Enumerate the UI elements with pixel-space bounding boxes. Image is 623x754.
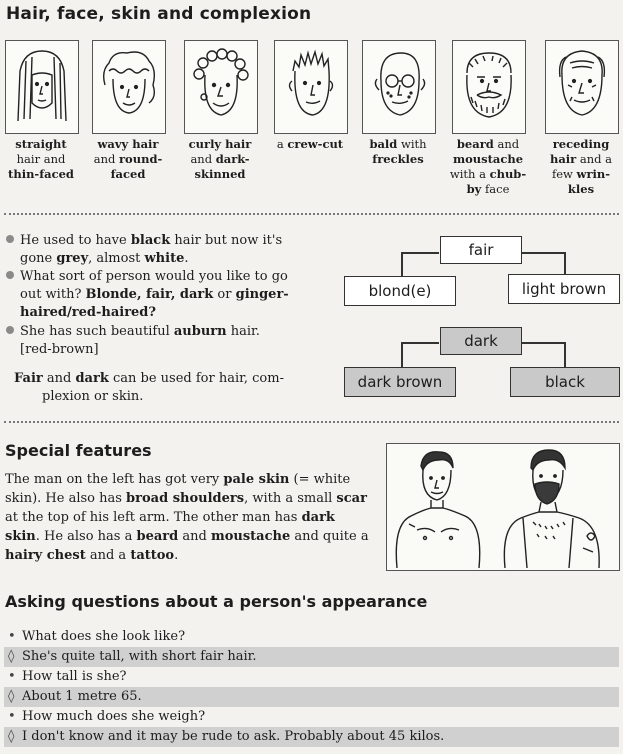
bullet-icon — [6, 326, 14, 334]
box-dark-brown: dark brown — [344, 367, 456, 397]
diamond-icon: ◊ — [8, 729, 15, 744]
crew-cut-face-icon — [274, 40, 348, 134]
caption-crew-cut: a crew-cut — [276, 137, 344, 151]
box-fair: fair — [440, 236, 522, 264]
divider — [4, 421, 619, 423]
caption-wavy-hair: wavy hair and round- faced — [93, 137, 163, 181]
straight-hair-face-icon — [5, 40, 79, 134]
row-text: How tall is she? — [22, 669, 127, 684]
note-fair-dark: Fair and dark can be used for hair, com- plexion or skin. — [14, 371, 284, 404]
bullet-icon: • — [8, 629, 16, 644]
row-text: She's quite tall, with short fair hair. — [22, 649, 257, 664]
note-text: He used to have black hair but now it's gone grey, almost white. — [20, 233, 283, 266]
answer-row — [4, 727, 619, 747]
curly-hair-face-icon — [184, 40, 258, 134]
box-light-brown: light brown — [508, 274, 620, 304]
diagram-line — [401, 342, 403, 367]
bullet-icon: • — [8, 669, 16, 684]
caption-bald: bald with freckles — [369, 137, 427, 166]
answer-row — [4, 687, 619, 707]
bullet-icon: • — [8, 709, 16, 724]
diagram-line — [564, 342, 566, 367]
bullet-icon — [6, 235, 14, 243]
row-text: About 1 metre 65. — [22, 689, 142, 704]
diagram-line — [564, 252, 566, 276]
caption-straight-hair: straight hair and thin-faced — [8, 137, 74, 181]
diamond-icon: ◊ — [8, 689, 15, 704]
question-row — [4, 667, 619, 687]
diagram-line — [521, 342, 565, 344]
box-black: black — [510, 367, 620, 397]
diagram-line — [401, 252, 403, 276]
note-auburn — [6, 323, 336, 359]
page-title: Hair, face, skin and complexion — [6, 4, 312, 24]
beard-face-icon — [452, 40, 526, 134]
bullet-icon — [6, 271, 14, 279]
row-text: I don't know and it may be rude to ask. Probably about 45 kilos. — [22, 729, 445, 744]
section-heading-appearance-questions: Asking questions about a person's appearance — [5, 592, 428, 611]
diamond-icon: ◊ — [8, 649, 15, 664]
question-row — [4, 627, 619, 647]
wavy-hair-face-icon — [92, 40, 166, 134]
two-men-illustration-icon — [386, 443, 620, 571]
diagram-line — [521, 252, 565, 254]
receding-hair-face-icon — [545, 40, 619, 134]
diagram-line — [401, 342, 439, 344]
row-text: How much does she weigh? — [22, 709, 206, 724]
caption-beard: beard and moustache with a chub- by face — [449, 137, 527, 196]
special-features-text: The man on the left has got very pale skin (= white skin). He also has broad shoulders, with a small scar at the top of his left arm. The other man has dark skin. He also has a beard and moustache and quite a hairy chest and a tattoo. — [5, 472, 369, 563]
caption-curly-hair: curly hair and dark- skinned — [188, 137, 252, 181]
row-text: What does she look like? — [22, 629, 186, 644]
diagram-line — [401, 252, 439, 254]
caption-receding-hair: receding hair and a few wrin- kles — [549, 137, 613, 196]
note-text: What sort of person would you like to go out with? Blonde, fair, dark or ginger- haired/red-haired? — [20, 269, 289, 320]
box-dark: dark — [440, 327, 522, 355]
question-row — [4, 707, 619, 727]
note-text: She has such beautiful auburn hair. [red-brown] — [20, 324, 260, 357]
section-heading-special-features: Special features — [5, 441, 152, 460]
bald-face-icon — [362, 40, 436, 134]
divider — [4, 213, 619, 215]
box-blonde: blond(e) — [344, 276, 456, 306]
answer-row — [4, 647, 619, 667]
note-black-hair — [6, 232, 336, 268]
note-blonde-fair — [6, 268, 336, 322]
